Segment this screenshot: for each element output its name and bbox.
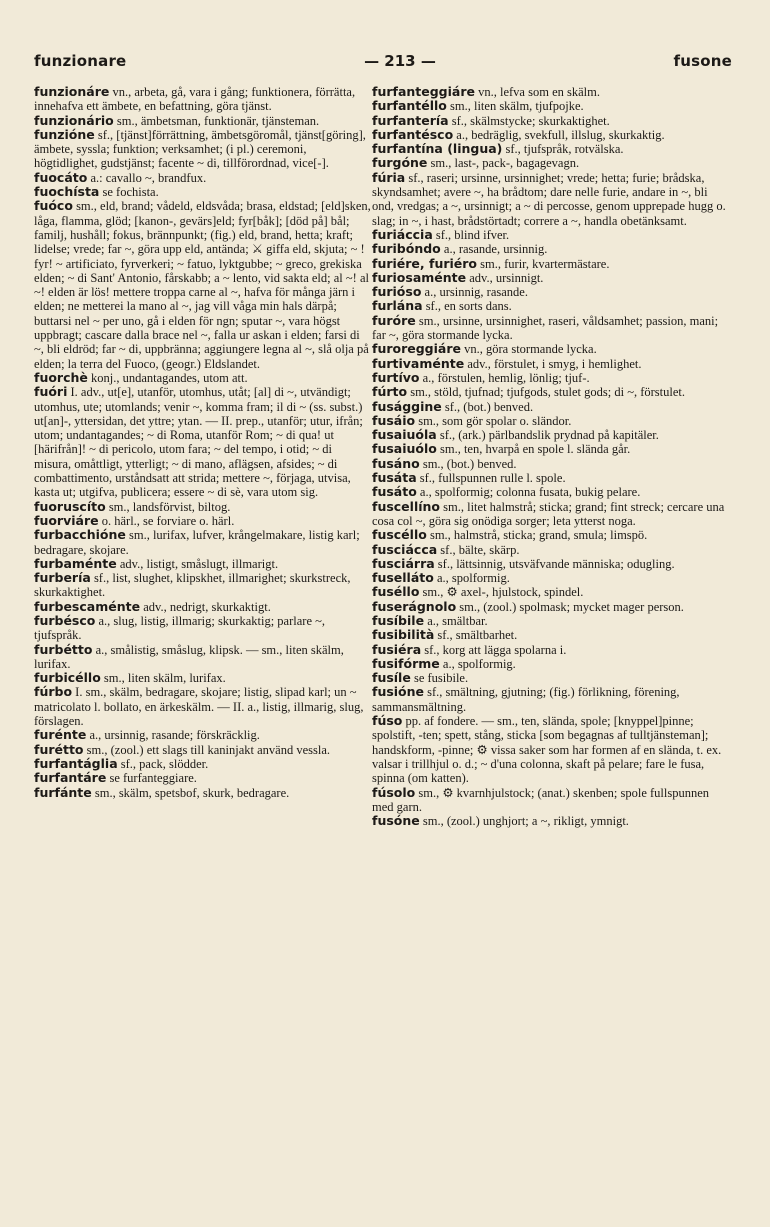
dictionary-entry: [34, 557, 372, 571]
entry-headword: furfantáglia: [34, 755, 118, 771]
entry-definition: a., ursinnig, rasande.: [421, 285, 528, 300]
dictionary-entry: [372, 500, 728, 529]
dictionary-entry: [34, 671, 372, 685]
entry-headword: fusáio: [372, 412, 416, 428]
entry-definition: sf., tjufspråk, rotvälska.: [502, 142, 624, 157]
entry-definition: a., förstulen, hemlig, lönlig; tjuf-.: [419, 370, 590, 385]
entry-headword: fuserágnolo: [372, 598, 457, 614]
dictionary-entry: [34, 786, 372, 800]
entry-headword: furibóndo: [372, 241, 441, 257]
entry-definition: vn., göra stormande lycka.: [461, 342, 597, 357]
entry-headword: fusáto: [372, 484, 417, 500]
entry-definition: sm., (zool.) spolmask; mycket mager person.: [456, 599, 684, 614]
dictionary-entry: [372, 242, 728, 256]
entry-headword: funzionário: [34, 112, 114, 128]
dictionary-entry: [372, 142, 728, 156]
dictionary-entry: [34, 128, 372, 171]
entry-definition: sf., [tjänst]förrättning, ämbetsgöromål, tjänst[göring], ämbete, syssla; funktion; verksamhet; (i pl.) ceremoni, högtidlighet, gudstjänst; facente ~ di, tillförordnad, vice[-].: [34, 127, 366, 171]
entry-headword: furfantésco: [372, 126, 454, 142]
entry-definition: a., ursinnig, rasande; förskräcklig.: [86, 728, 260, 743]
entry-definition: adv., nedrigt, skurkaktigt.: [140, 599, 271, 614]
dictionary-entry: [372, 442, 728, 456]
entry-definition: sm., skälm, spetsbof, skurk, bedragare.: [91, 785, 290, 800]
entry-definition: se fochista.: [99, 185, 159, 200]
entry-headword: fusaiuólo: [372, 441, 437, 457]
left-running-head: funzionare: [34, 52, 127, 70]
entry-headword: fusióne: [372, 684, 425, 700]
entry-headword: fuóri: [34, 384, 68, 400]
entry-definition: I. adv., ut[e], utanför, utomhus, utåt; [al] di ~, utvändigt; utomhus, ute; utomlands; venir ~, komma fram; il di ~ (ss. subst.) ut[an]-, yttersidan, det yttre; ytan. — II. prep., utanför; utur, ifrån; utom; undantagandes; ~ di Roma, utanför Rom; ~ di qua! ut [härifrån]! ~ di pericolo, utom fara; ~ del tempo, i otid; ~ di misura, omåttligt, ytterligt; ~ di mano, aflägsen, afsides; ~ di combattimento, urståndsatt att strida; mettere ~, förjaga, utvisa, kasta ut; utgifva, publicera; essere ~ di sè, vara utom sig.: [34, 385, 363, 500]
dictionary-entry: [372, 528, 728, 542]
dictionary-entry: [372, 543, 728, 557]
dictionary-entry: [34, 757, 372, 771]
entry-definition: a., spolformig.: [433, 571, 510, 586]
entry-definition: sf., bälte, skärp.: [437, 542, 520, 557]
entry-headword: fusciárra: [372, 555, 435, 571]
dictionary-entry: [372, 557, 728, 571]
dictionary-entry: [34, 600, 372, 614]
dictionary-entry: [372, 271, 728, 285]
page-header: [34, 46, 732, 76]
dictionary-entry: [34, 171, 372, 185]
dictionary-entry: [34, 514, 372, 528]
entry-headword: fuocáto: [34, 169, 88, 185]
entry-definition: sm., ⚙ axel-, hjulstock, spindel.: [419, 585, 584, 600]
dictionary-entry: [372, 342, 728, 356]
entry-headword: fusíle: [372, 670, 411, 686]
entry-headword: furbería: [34, 570, 91, 586]
dictionary-entry: [372, 671, 728, 685]
entry-headword: fusággine: [372, 398, 442, 414]
dictionary-entry: [34, 500, 372, 514]
entry-headword: furfanteggiáre: [372, 84, 475, 99]
entry-definition: sm., liten skälm, tjufpojke.: [446, 99, 584, 114]
entry-definition: vn., arbeta, gå, vara i gång; funktionera, förrätta, innehafva ett ämbete, en befattning, göra tjänst.: [34, 85, 356, 114]
dictionary-entry: [34, 371, 372, 385]
entry-headword: fusibilità: [372, 627, 435, 643]
entry-headword: furgóne: [372, 155, 428, 171]
dictionary-entry: [34, 743, 372, 757]
entry-headword: fusaiuóla: [372, 427, 437, 443]
entry-definition: sm., furir, kvartermästare.: [477, 256, 610, 271]
entry-headword: furfantáre: [34, 770, 107, 786]
entry-definition: sm., litet halmstrå; sticka; grand; fint streck; cercare una cosa col ~, göra sig onödiga sorger; leta ytterst noga.: [372, 499, 725, 528]
entry-headword: furiére, furiéro: [372, 255, 478, 271]
left-column: [34, 85, 372, 800]
right-column: [372, 85, 728, 828]
dictionary-entry: [34, 85, 372, 114]
entry-definition: sm., landsförvist, biltog.: [105, 499, 231, 514]
entry-headword: fuselláto: [372, 570, 434, 586]
entry-headword: furoreggiáre: [372, 341, 461, 357]
entry-definition: sm., last-, pack-, bagagevagn.: [427, 156, 580, 171]
entry-headword: furtivaménte: [372, 355, 465, 371]
dictionary-entry: [372, 685, 728, 714]
entry-definition: sf., en sorts dans.: [422, 299, 512, 314]
entry-headword: fuochísta: [34, 184, 100, 200]
entry-headword: fusáno: [372, 455, 420, 471]
entry-definition: adv., listigt, småslugt, illmarigt.: [116, 556, 279, 571]
entry-definition: adv., ursinnigt.: [466, 270, 544, 285]
dictionary-entry: [372, 228, 728, 242]
right-running-head: fusone: [673, 52, 732, 70]
entry-definition: sf., lättsinnig, utsväfvande människa; odugling.: [434, 556, 675, 571]
dictionary-entry: [372, 600, 728, 614]
entry-headword: fusiéra: [372, 641, 422, 657]
entry-headword: furbacchióne: [34, 527, 126, 543]
entry-definition: a., rasande, ursinnig.: [440, 242, 548, 257]
entry-definition: sf., (bot.) benved.: [441, 399, 534, 414]
entry-headword: furiáccia: [372, 226, 433, 242]
entry-headword: furóre: [372, 312, 416, 328]
dictionary-entry: [372, 257, 728, 271]
entry-headword: fusifórme: [372, 655, 440, 671]
entry-definition: o. härl., se forviare o. härl.: [98, 513, 235, 528]
entry-definition: pp. af fondere. — sm., ten, slända, spole; [knyppel]pinne; spolstift, -ten; spett, stång, sticka [som begagnas af tulltjänsteman]; handskform, -pinne; ⚙ vissa saker som har formen af en slända, t. ex. valsar i trillhjul o. d.; ~ d'una colonna, skaft på pelare; fare le fusa, spinna (om katten).: [372, 714, 722, 786]
dictionary-entry: [34, 385, 372, 499]
entry-headword: fúrto: [372, 384, 408, 400]
entry-headword: furióso: [372, 284, 422, 300]
entry-definition: sf., raseri; ursinne, ursinnighet; vrede; hetta; furie; brådska, skyndsamhet; avere ~, ha brådtom; dare nelle furie, andare in ~, bli ond, vredgas; a ~, ursinnigt; a ~ di percosse, genom upprepade hugg o. slag; in ~, i hast, brådstörtadt; correre a ~, handla obetänksamt.: [372, 170, 726, 228]
dictionary-entry: [34, 685, 372, 728]
dictionary-entry: [34, 728, 372, 742]
entry-definition: sm., ten, hvarpå en spole l. slända går.: [436, 442, 631, 457]
entry-headword: fuoruscíto: [34, 498, 106, 514]
dictionary-entry: [372, 786, 728, 815]
dictionary-entry: [372, 400, 728, 414]
dictionary-entry: [372, 299, 728, 313]
entry-headword: furbaménte: [34, 555, 117, 571]
dictionary-entry: [372, 99, 728, 113]
dictionary-entry: [372, 156, 728, 170]
entry-headword: furtívo: [372, 369, 420, 385]
entry-definition: sf., list, slughet, klipskhet, illmarighet; skurkstreck, skurkaktighet.: [34, 571, 351, 600]
entry-definition: a., spolformig.: [439, 656, 516, 671]
dictionary-entry: [372, 428, 728, 442]
dictionary-entry: [372, 285, 728, 299]
entry-definition: sf., smältbarhet.: [434, 628, 518, 643]
entry-definition: a., smältbar.: [424, 613, 488, 628]
entry-headword: fuorchè: [34, 369, 88, 385]
entry-definition: sf., smältning, gjutning; (fig.) förlikning, förening, sammansmältning.: [372, 685, 680, 714]
entry-definition: sm., halmstrå, sticka; grand, smula; limspö.: [426, 528, 648, 543]
entry-definition: konj., undantagandes, utom att.: [87, 370, 248, 385]
entry-headword: furbésco: [34, 612, 96, 628]
entry-headword: furfantína (lingua): [372, 141, 503, 157]
dictionary-entry: [372, 171, 728, 228]
entry-definition: a.: cavallo ~, brandfux.: [87, 170, 207, 185]
entry-definition: sf., blind ifver.: [432, 227, 510, 242]
dictionary-entry: [34, 614, 372, 643]
dictionary-entry: [372, 371, 728, 385]
dictionary-entry: [372, 114, 728, 128]
entry-headword: funzionáre: [34, 84, 110, 99]
entry-definition: I. sm., skälm, bedragare, skojare; listig, slipad karl; un ~ matricolato l. bollato, en ärkeskälm. — II. a., listig, illmarig, slug, förslagen.: [34, 685, 364, 729]
entry-definition: adv., förstulet, i smyg, i hemlighet.: [464, 356, 642, 371]
entry-definition: sf., korg att lägga spolarna i.: [421, 642, 567, 657]
dictionary-entry: [372, 485, 728, 499]
dictionary-entry: [372, 571, 728, 585]
entry-headword: furénte: [34, 727, 87, 743]
entry-headword: fusíbile: [372, 612, 425, 628]
entry-headword: furbicéllo: [34, 670, 101, 686]
entry-definition: sf., skälmstycke; skurkaktighet.: [448, 113, 610, 128]
dictionary-entry: [34, 771, 372, 785]
entry-definition: sm., lurifax, lufver, krångelmakare, listig karl; bedragare, skojare.: [34, 528, 360, 557]
dictionary-entry: [372, 314, 728, 343]
dictionary-entry: [34, 185, 372, 199]
entry-definition: a., smålistig, småslug, klipsk. — sm., liten skälm, lurifax.: [34, 642, 344, 671]
entry-definition: sm., liten skälm, lurifax.: [100, 671, 226, 686]
entry-headword: funzióne: [34, 126, 95, 142]
dictionary-entry: [372, 471, 728, 485]
entry-definition: sf., (ark.) pärlbandslik prydnad på kapitäler.: [436, 428, 659, 443]
entry-definition: sm., (zool.) unghjort; a ~, rikligt, ymnigt.: [419, 814, 629, 829]
dictionary-entry: [372, 814, 728, 828]
dictionary-entry: [372, 614, 728, 628]
entry-definition: a., slug, listig, illmarig; skurkaktig; parlare ~, tjufspråk.: [34, 613, 326, 643]
dictionary-entry: [372, 628, 728, 642]
entry-definition: se fusibile.: [410, 671, 469, 686]
entry-headword: fúrbo: [34, 684, 73, 700]
entry-definition: sm., (zool.) ett slags till kaninjakt använd vessla.: [83, 742, 331, 757]
entry-headword: furfánte: [34, 784, 92, 800]
entry-definition: sm., ursinne, ursinnighet, raseri, våldsamhet; passion, mani; far ~, göra stormande lycka.: [372, 313, 719, 343]
entry-headword: furlána: [372, 298, 423, 314]
dictionary-entry: [34, 528, 372, 557]
entry-definition: sm., eld, brand; vådeld, eldsvåda; brasa, eldstad; [eld]sken, låga, flamma, glöd; [kanon-, gevärs]eld; fyr[båk]; [död på] bål; familj, hushåll; fokus, brännpunkt; (fig.) eld, brand, hetta; kraft; lidelse; vrede; far ~, göra upp eld, antända; ⚔ giffa eld, skjuta; ~ ! fyr! ~ artificiato, fyrverkeri; ~ fatuo, lyktgubbe; ~ greco, grekiska elden; ~ di Sant' Antonio, fårskabb; a ~ lento, vid sakta eld; al ~! al ~! elden är lös! mettere troppa carne al ~, hafva för många järn i elden; ne metterei la mano al ~, jag vill våga min hals därpå; buttarsi nel ~ per uno, gå i elden för ngn; sputar ~, vara högst uppbragt; cascare dalla brace nel ~, falla ur askan i elden; farsi di ~, bli eldröd; far ~ di, uppbränna; aggiungere legna al ~, slå olja på elden; la terra del Fuoco, (geogr.) Eldslandet.: [34, 199, 371, 371]
entry-definition: sf., fullspunnen rulle l. spole.: [416, 471, 566, 486]
entry-headword: fusciácca: [372, 541, 438, 557]
entry-headword: furfantéllo: [372, 98, 447, 114]
dictionary-entry: [372, 385, 728, 399]
entry-definition: sf., pack, slödder.: [117, 756, 209, 771]
dictionary-entry: [34, 114, 372, 128]
entry-definition: sm., som gör spolar o. sländor.: [415, 413, 572, 428]
entry-headword: furbétto: [34, 641, 93, 657]
entry-definition: a., bedräglig, svekfull, illslug, skurkaktig.: [453, 127, 665, 142]
entry-definition: sm., stöld, tjufnad; tjufgods, stulet gods; di ~, förstulet.: [407, 385, 686, 400]
entry-headword: fuóco: [34, 198, 73, 214]
dictionary-entry: [34, 571, 372, 600]
dictionary-entry: [372, 457, 728, 471]
entry-definition: sm., ämbetsman, funktionär, tjänsteman.: [113, 113, 320, 128]
entry-definition: a., spolformig; colonna fusata, bukig pelare.: [416, 485, 641, 500]
entry-headword: furétto: [34, 741, 84, 757]
dictionary-entry: [34, 199, 372, 371]
entry-headword: fuscéllo: [372, 527, 427, 543]
dictionary-entry: [372, 714, 728, 785]
dictionary-entry: [372, 128, 728, 142]
dictionary-entry: [372, 85, 728, 99]
dictionary-entry: [34, 643, 372, 672]
entry-headword: fuséllo: [372, 584, 420, 600]
page-number: — 213 —: [364, 52, 436, 70]
entry-headword: furiosaménte: [372, 269, 467, 285]
entry-headword: fúria: [372, 169, 406, 185]
entry-headword: fusáta: [372, 470, 417, 486]
entry-headword: furfantería: [372, 112, 449, 128]
dictionary-entry: [372, 414, 728, 428]
entry-headword: fúsolo: [372, 784, 416, 800]
entry-headword: fuorviáre: [34, 512, 99, 528]
entry-headword: fuscellíno: [372, 498, 441, 514]
entry-definition: sm., (bot.) benved.: [419, 456, 517, 471]
entry-headword: fusóne: [372, 813, 420, 829]
dictionary-entry: [372, 357, 728, 371]
dictionary-entry: [372, 643, 728, 657]
entry-headword: furbescaménte: [34, 598, 141, 614]
dictionary-entry: [372, 657, 728, 671]
entry-definition: vn., lefva som en skälm.: [475, 85, 600, 99]
entry-headword: fúso: [372, 713, 403, 729]
entry-definition: se furfanteggiare.: [106, 771, 197, 786]
entry-definition: sm., ⚙ kvarnhjulstock; (anat.) skenben; spole fullspunnen med garn.: [372, 785, 710, 814]
dictionary-entry: [372, 585, 728, 599]
